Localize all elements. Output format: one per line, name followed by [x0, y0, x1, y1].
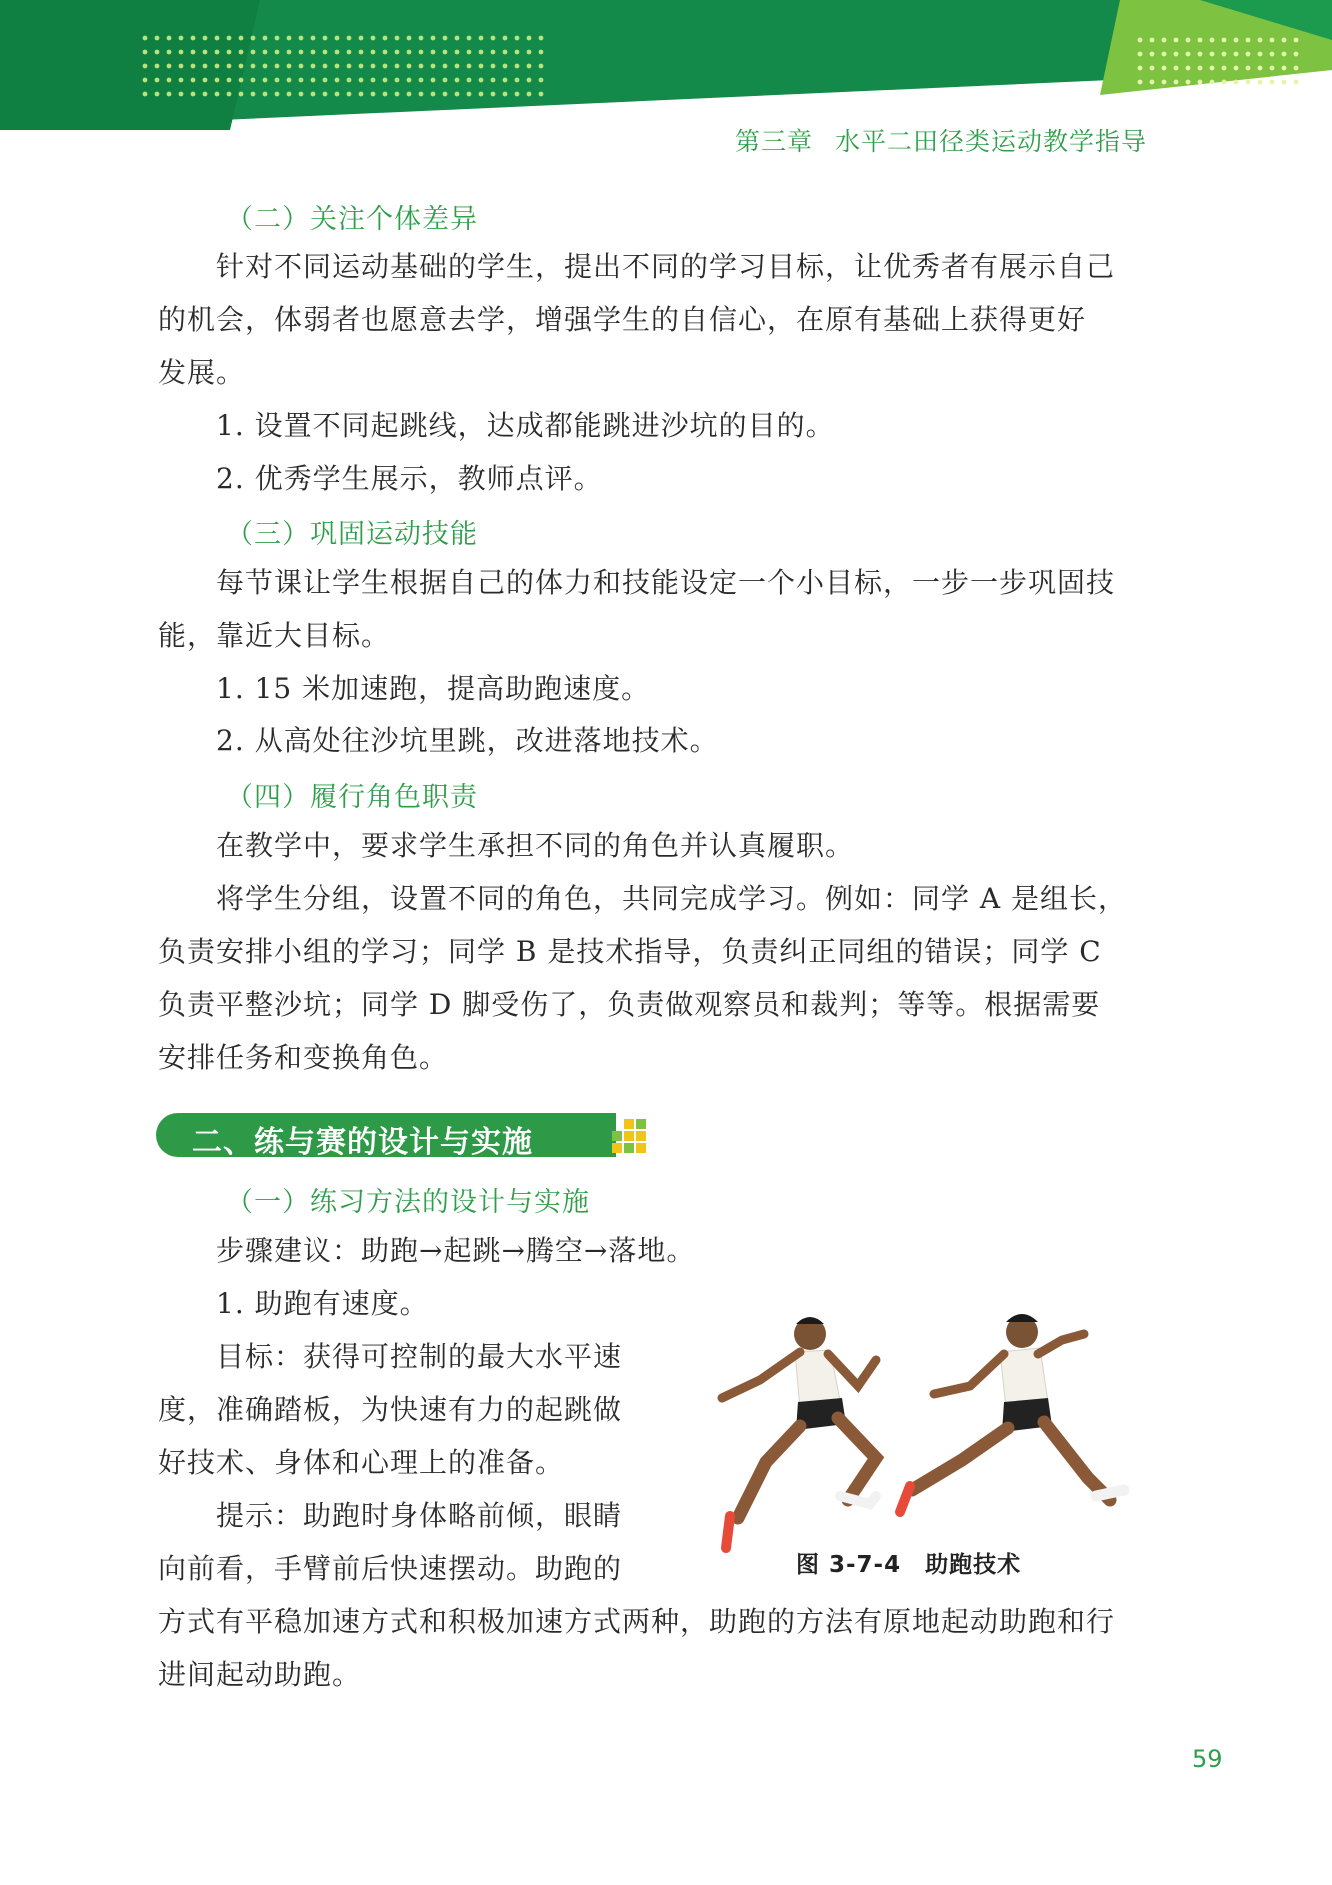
decor-dot: [167, 64, 172, 69]
decor-dot: [299, 78, 304, 83]
decor-dot: [1210, 80, 1215, 85]
decor-dot: [527, 36, 532, 41]
decor-dot: [455, 64, 460, 69]
decor-dot: [203, 50, 208, 55]
decor-dot: [371, 36, 376, 41]
paragraph-line: 发展。: [158, 356, 246, 389]
decor-dot: [347, 36, 352, 41]
decor-dot: [311, 92, 316, 97]
decor-dot: [143, 36, 148, 41]
decor-dot: [359, 64, 364, 69]
decor-dot: [323, 36, 328, 41]
decor-dot: [1246, 38, 1251, 43]
decor-dot: [167, 78, 172, 83]
decor-dot: [491, 92, 496, 97]
decor-dot: [347, 92, 352, 97]
decor-dot: [251, 64, 256, 69]
decor-dot: [215, 92, 220, 97]
runner-figure-2: [900, 1314, 1124, 1512]
decor-dot: [1234, 52, 1239, 57]
decor-dot: [263, 64, 268, 69]
decor-dot: [239, 92, 244, 97]
decor-dot: [1282, 66, 1287, 71]
decor-dot: [251, 50, 256, 55]
decor-dot: [1162, 38, 1167, 43]
decor-dot: [1294, 80, 1299, 85]
decor-dot: [1270, 80, 1275, 85]
decor-dot: [539, 64, 544, 69]
decor-dot: [1258, 52, 1263, 57]
decor-dot: [287, 50, 292, 55]
paragraph-line: 步骤建议：助跑→起跳→腾空→落地。: [216, 1234, 696, 1267]
decor-dot: [287, 92, 292, 97]
decor-dot: [359, 78, 364, 83]
decor-dot: [1198, 52, 1203, 57]
decor-dot: [287, 64, 292, 69]
heading-individual-differences: （二）关注个体差异: [226, 204, 478, 235]
decor-dot: [455, 92, 460, 97]
decor-dot: [371, 50, 376, 55]
decor-dot: [395, 92, 400, 97]
decor-dot: [275, 36, 280, 41]
decor-dot: [191, 50, 196, 55]
decor-dot: [443, 92, 448, 97]
decor-dot: [1222, 52, 1227, 57]
decor-dot: [179, 36, 184, 41]
decor-dot: [359, 50, 364, 55]
list-item: 1. 设置不同起跳线，达成都能跳进沙坑的目的。: [216, 409, 835, 442]
decor-dot: [275, 92, 280, 97]
decor-dot: [239, 50, 244, 55]
decor-dot: [263, 92, 268, 97]
decor-dot: [311, 64, 316, 69]
decor-dot: [155, 64, 160, 69]
decor-dot: [407, 50, 412, 55]
decor-dot: [323, 78, 328, 83]
heading-role-duties: （四）履行角色职责: [226, 782, 478, 813]
decor-dot: [143, 50, 148, 55]
paragraph-line: 提示：助跑时身体略前倾，眼睛: [216, 1499, 623, 1532]
list-item: 2. 从高处往沙坑里跳，改进落地技术。: [216, 724, 719, 757]
decor-dot: [1162, 66, 1167, 71]
decor-dot: [143, 64, 148, 69]
decor-dot: [347, 50, 352, 55]
decor-dot: [1246, 66, 1251, 71]
decor-dot: [1258, 38, 1263, 43]
decor-dot: [383, 50, 388, 55]
decor-dot: [191, 92, 196, 97]
decor-dot: [251, 78, 256, 83]
runner-figure-1: [722, 1317, 876, 1548]
decor-dot: [515, 92, 520, 97]
decor-dot: [539, 50, 544, 55]
decor-dot: [1186, 38, 1191, 43]
decor-dot: [215, 36, 220, 41]
decor-dot: [479, 50, 484, 55]
decor-dot: [275, 64, 280, 69]
decor-dot: [203, 92, 208, 97]
list-item: 1. 15 米加速跑，提高助跑速度。: [216, 672, 651, 705]
paragraph-line: 负责平整沙坑；同学 D 脚受伤了，负责做观察员和裁判；等等。根据需要: [158, 988, 1101, 1021]
decor-dot: [359, 92, 364, 97]
decor-dot: [467, 78, 472, 83]
decor-dot: [1282, 38, 1287, 43]
decor-dot: [1222, 80, 1227, 85]
decor-dot: [239, 64, 244, 69]
paragraph-line: 的机会，体弱者也愿意去学，增强学生的自信心，在原有基础上获得更好: [158, 303, 1087, 336]
decor-dot: [263, 36, 268, 41]
decor-dot: [503, 92, 508, 97]
decor-dot: [263, 50, 268, 55]
decor-dot: [479, 64, 484, 69]
decor-dot: [455, 78, 460, 83]
paragraph-line: 在教学中，要求学生承担不同的角色并认真履职。: [216, 829, 855, 862]
list-item: 1. 助跑有速度。: [216, 1287, 429, 1320]
decor-dot: [323, 64, 328, 69]
decor-dot: [443, 50, 448, 55]
decor-dot: [191, 78, 196, 83]
decor-dot: [479, 36, 484, 41]
decor-dot: [1198, 38, 1203, 43]
decor-dot: [323, 50, 328, 55]
decor-dot: [539, 92, 544, 97]
decor-dot: [1174, 38, 1179, 43]
decor-dot: [467, 64, 472, 69]
decor-dot: [431, 78, 436, 83]
decor-dot: [455, 36, 460, 41]
decor-dot: [1270, 38, 1275, 43]
decor-dot: [479, 78, 484, 83]
decor-dot: [383, 64, 388, 69]
decor-dot: [1210, 66, 1215, 71]
decor-dot: [395, 50, 400, 55]
paragraph-line: 进间起动助跑。: [158, 1658, 362, 1691]
decor-dot: [503, 50, 508, 55]
decor-dot: [179, 92, 184, 97]
list-item: 2. 优秀学生展示，教师点评。: [216, 462, 603, 495]
heading-practice-method: （一）练习方法的设计与实施: [226, 1187, 590, 1218]
decor-dot: [239, 36, 244, 41]
decor-dot: [419, 78, 424, 83]
decor-dot: [275, 78, 280, 83]
decor-dot: [491, 36, 496, 41]
decor-dot: [1138, 80, 1143, 85]
decor-dot: [143, 92, 148, 97]
decor-dot: [179, 64, 184, 69]
decor-dot: [1174, 66, 1179, 71]
decor-dot: [1162, 80, 1167, 85]
decor-dot: [287, 78, 292, 83]
decor-dot: [539, 78, 544, 83]
decor-dot: [515, 78, 520, 83]
decor-dot: [503, 78, 508, 83]
decor-dot: [227, 78, 232, 83]
decor-dot: [491, 50, 496, 55]
decor-dot: [1138, 52, 1143, 57]
decor-dot: [1282, 80, 1287, 85]
decor-dot: [191, 36, 196, 41]
decor-dot: [1150, 52, 1155, 57]
decor-dot: [1210, 38, 1215, 43]
decor-dot: [371, 92, 376, 97]
decor-dot: [215, 64, 220, 69]
decor-dot: [1294, 38, 1299, 43]
decor-dot: [191, 64, 196, 69]
paragraph-line: 方式有平稳加速方式和积极加速方式两种，助跑的方法有原地起动助跑和行: [158, 1605, 1116, 1638]
decor-dot: [371, 78, 376, 83]
decor-dot: [311, 50, 316, 55]
decor-dot: [1198, 66, 1203, 71]
decor-dot: [179, 78, 184, 83]
decor-dot: [431, 64, 436, 69]
decor-dot: [383, 92, 388, 97]
decor-dot: [1234, 80, 1239, 85]
paragraph-line: 好技术、身体和心理上的准备。: [158, 1446, 565, 1479]
decor-dot: [1258, 66, 1263, 71]
decor-dot: [1162, 52, 1167, 57]
decor-dot: [455, 50, 460, 55]
paragraph-line: 将学生分组，设置不同的角色，共同完成学习。例如：同学 A 是组长，: [216, 882, 1128, 915]
chapter-title: [735, 122, 1147, 158]
decor-dot: [1150, 80, 1155, 85]
decor-dot: [503, 36, 508, 41]
decor-dot: [1198, 80, 1203, 85]
decor-dot: [419, 92, 424, 97]
decor-dot: [491, 78, 496, 83]
decor-dot: [335, 78, 340, 83]
decor-dot: [167, 92, 172, 97]
decor-dot: [527, 50, 532, 55]
decor-dot: [143, 78, 148, 83]
decor-dot: [467, 92, 472, 97]
decor-dot: [251, 92, 256, 97]
decor-dot: [539, 36, 544, 41]
decor-dot: [1210, 52, 1215, 57]
decor-dot: [1186, 80, 1191, 85]
decor-dot: [335, 64, 340, 69]
decor-dot: [407, 64, 412, 69]
decor-dot: [383, 78, 388, 83]
decor-dot: [335, 92, 340, 97]
decor-dot: [515, 36, 520, 41]
decor-dot: [383, 36, 388, 41]
paragraph-line: 向前看，手臂前后快速摆动。助跑的: [158, 1552, 623, 1585]
decor-dot: [431, 92, 436, 97]
decor-dot: [299, 92, 304, 97]
decor-dot: [395, 64, 400, 69]
decor-dot: [1246, 80, 1251, 85]
decor-dot: [167, 50, 172, 55]
paragraph-line: 能，靠近大目标。: [158, 619, 391, 652]
decor-dot: [467, 50, 472, 55]
decor-dot: [1186, 52, 1191, 57]
decor-dot: [227, 36, 232, 41]
decor-dot: [155, 50, 160, 55]
decor-dot: [263, 78, 268, 83]
decor-dot: [155, 36, 160, 41]
decor-dot: [1234, 38, 1239, 43]
decor-dot: [419, 36, 424, 41]
checker-decoration-icon: [612, 1119, 648, 1153]
decor-dot: [203, 36, 208, 41]
decor-dot: [1186, 66, 1191, 71]
decor-dot: [167, 36, 172, 41]
decor-dot: [1294, 52, 1299, 57]
page-number: 59: [1192, 1745, 1223, 1773]
decor-dot: [335, 50, 340, 55]
decor-dot: [287, 36, 292, 41]
decor-dot: [227, 64, 232, 69]
decor-dot: [1174, 52, 1179, 57]
figure-caption: 图 3-7-4 助跑技术: [796, 1552, 1022, 1578]
paragraph-line: 每节课让学生根据自己的体力和技能设定一个小目标，一步一步巩固技: [216, 566, 1116, 599]
paragraph-line: 负责安排小组的学习；同学 B 是技术指导，负责纠正同组的错误；同学 C: [158, 935, 1102, 968]
decor-dot: [203, 64, 208, 69]
decor-dot: [311, 78, 316, 83]
decor-dot: [1138, 38, 1143, 43]
decor-dot: [347, 78, 352, 83]
decor-dot: [227, 92, 232, 97]
chapter-name: 水平二田径类运动教学指导: [834, 127, 1147, 156]
decor-dot: [419, 64, 424, 69]
decor-dot: [419, 50, 424, 55]
decor-dot: [1174, 80, 1179, 85]
decor-dot: [215, 78, 220, 83]
decor-dot: [227, 50, 232, 55]
decor-dot: [395, 78, 400, 83]
decor-dot: [395, 36, 400, 41]
decor-dot: [311, 36, 316, 41]
decor-dot: [1234, 66, 1239, 71]
decor-dot: [1138, 66, 1143, 71]
decor-dot: [431, 36, 436, 41]
decor-dot: [1150, 66, 1155, 71]
decor-dot: [527, 92, 532, 97]
decor-dot: [527, 78, 532, 83]
decor-dot: [155, 78, 160, 83]
decor-dot: [1270, 52, 1275, 57]
decor-dot: [431, 50, 436, 55]
decor-dot: [299, 50, 304, 55]
decor-dot: [527, 64, 532, 69]
paragraph-line: 针对不同运动基础的学生，提出不同的学习目标，让优秀者有展示自己: [216, 250, 1116, 283]
decor-dot: [239, 78, 244, 83]
paragraph-line: 度，准确踏板，为快速有力的起跳做: [158, 1393, 623, 1426]
decor-dot: [515, 64, 520, 69]
decor-dot: [203, 78, 208, 83]
decor-dot: [515, 50, 520, 55]
decor-dot: [479, 92, 484, 97]
paragraph-line: 目标：获得可控制的最大水平速: [216, 1340, 623, 1373]
decor-dot: [407, 36, 412, 41]
decor-dot: [347, 64, 352, 69]
section-title-bar: [156, 1113, 646, 1160]
decor-dot: [299, 36, 304, 41]
decor-dot: [491, 64, 496, 69]
decor-dot: [1282, 52, 1287, 57]
decor-dot: [443, 78, 448, 83]
decor-dot: [323, 92, 328, 97]
decor-dot: [443, 36, 448, 41]
decor-dot: [407, 92, 412, 97]
decor-dot: [1150, 38, 1155, 43]
decor-dot: [1270, 66, 1275, 71]
decor-dot: [299, 64, 304, 69]
heading-consolidate-skills: （三）巩固运动技能: [226, 519, 478, 550]
decor-dot: [155, 92, 160, 97]
decor-dot: [1222, 66, 1227, 71]
paragraph-line: 安排任务和变换角色。: [158, 1041, 449, 1074]
decor-dot: [371, 64, 376, 69]
decor-dot: [503, 64, 508, 69]
section-title: 二、练与赛的设计与实施: [192, 1125, 533, 1160]
decor-dot: [407, 78, 412, 83]
chapter-number: 第三章: [734, 127, 813, 156]
decor-dot: [251, 36, 256, 41]
decor-dot: [1246, 52, 1251, 57]
decor-dot: [1294, 66, 1299, 71]
decor-dot: [275, 50, 280, 55]
decor-dot: [443, 64, 448, 69]
decor-dot: [179, 50, 184, 55]
decor-dot: [467, 36, 472, 41]
decor-dot: [359, 36, 364, 41]
sprinter-illustration: [700, 1290, 1130, 1560]
decor-dot: [335, 36, 340, 41]
decor-dot: [1258, 80, 1263, 85]
decor-dot: [215, 50, 220, 55]
decor-dot: [1222, 38, 1227, 43]
